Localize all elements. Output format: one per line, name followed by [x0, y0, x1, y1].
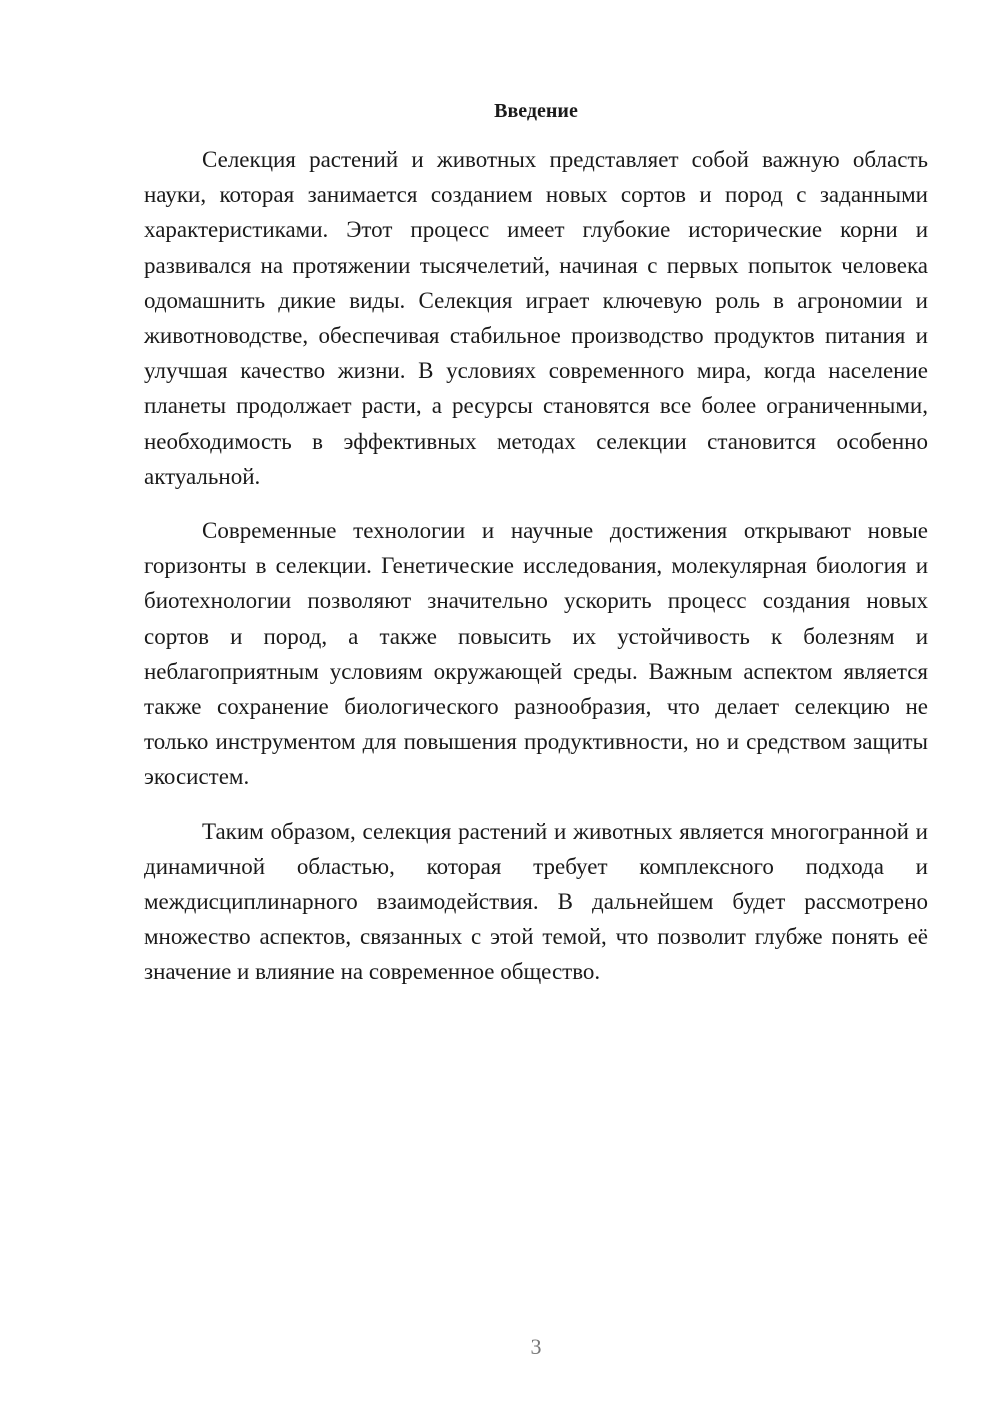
paragraph-2: Современные технологии и научные достижения открывают новые горизонты в селекции. Генетические исследования, молекулярная биология и биотехнологии позволяют значительно ускорить процесс создания новых сортов и пород, а также повысить их устойчивость к болезням и неблагоприятным условиям окружающей среды. Важным аспектом является также сохранение биологического разнообразия, что делает селекцию не только инструментом для повышения продуктивности, но и средством защиты экосистем.: [144, 518, 928, 790]
page-number: 3: [530, 1334, 542, 1359]
paragraph-1: Селекция растений и животных представляет собой важную область науки, которая занимается созданием новых сортов и пород с заданными характеристиками. Этот процесс имеет глубокие исторические корни и развивался на протяжении тысячелетий, начиная с первых попыток человека одомашнить дикие виды. Селекция играет ключевую роль в агрономии и животноводстве, обеспечивая стабильное производство продуктов питания и улучшая качество жизни. В условиях современного мира, когда население планеты продолжает расти, а ресурсы становятся все более ограниченными, необходимость в эффективных методах селекции становится особенно актуальной.: [144, 147, 928, 489]
body-text: [144, 142, 928, 1009]
page-title: Введение: [494, 100, 578, 122]
paragraph-3: Таким образом, селекция растений и животных является многогранной и динамичной областью, которая требует комплексного подхода и междисциплинарного взаимодействия. В дальнейшем будет рассмотрено множество аспектов, связанных с этой темой, что позволит глубже понять её значение и влияние на современное общество.: [144, 818, 928, 985]
